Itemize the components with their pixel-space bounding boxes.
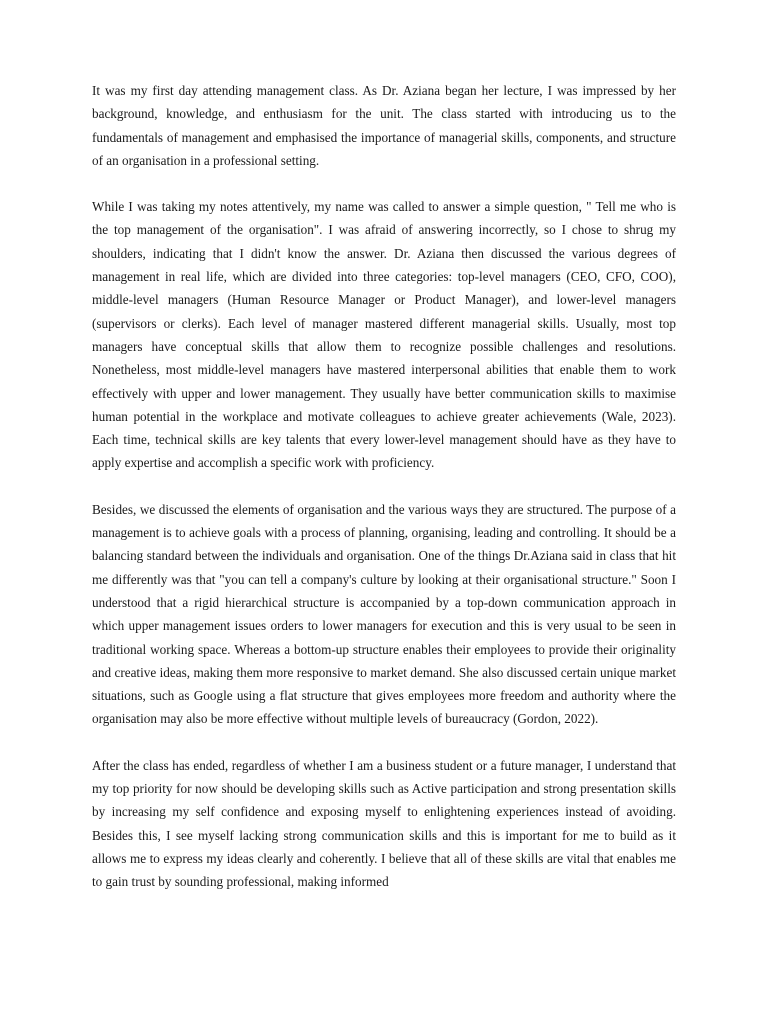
paragraph-reflection: After the class has ended, regardless of whether I am a business student or a future manager, I understand that my top priority for now should be developing skills such as Active participation and strong presentation skills by increasing my self confidence and exposing myself to enlightening experiences instead of avoiding. Besides this, I see myself lacking strong communication skills and this is important for me to build as it allows me to express my ideas clearly and coherently. I believe that all of these skills are vital that enables me to gain trust by sounding professional, making informed — [92, 757, 676, 890]
document-page — [92, 79, 676, 917]
paragraph-management-levels: While I was taking my notes attentively, my name was called to answer a simple question, " Tell me who is the top management of the organisation". I was afraid of answering incorrectly, so I chose to shrug my shoulders, indicating that I didn't know the answer. Dr. Aziana then discussed the various degrees of management in real life, which are divided into three categories: top-level managers (CEO, CFO, COO), middle-level managers (Human Resource Manager or Product Manager), and lower-level managers (supervisors or clerks). Each level of manager mastered different managerial skills. Usually, most top managers have conceptual skills that allow them to recognize possible challenges and resolutions. Nonetheless, most middle-level managers have mastered interpersonal abilities that enable them to work effectively with upper and lower management. They usually have better communication skills to maximise human potential in the workplace and motivate colleagues to achieve greater achievements (Wale, 2023). Each time, technical skills are key talents that every lower-level management should have as they have to apply expertise and accomplish a specific work with proficiency. — [92, 199, 676, 471]
paragraph-first-day: It was my first day attending management class. As Dr. Aziana began her lecture, I was impressed by her background, knowledge, and enthusiasm for the unit. The class started with introducing us to the fundamentals of management and emphasised the importance of managerial skills, components, and structure of an organisation in a professional setting. — [92, 83, 676, 168]
paragraph-organisation-structure: Besides, we discussed the elements of organisation and the various ways they are structured. The purpose of a management is to achieve goals with a process of planning, organising, leading and controlling. It should be a balancing standard between the individuals and organisation. One of the things Dr.Aziana said in class that hit me differently was that "you can tell a company's culture by looking at their organisational structure." Soon I understood that a rigid hierarchical structure is accompanied by a top-down communication approach in which upper management issues orders to lower managers for execution and this is very usual to be seen in traditional working space. Whereas a bottom-up structure enables their employees to provide their originality and creative ideas, making them more responsive to market demand. She also discussed certain unique market situations, such as Google using a flat structure that gives employees more freedom and authority where the organisation may also be more effective without multiple levels of bureaucracy (Gordon, 2022). — [92, 501, 676, 727]
